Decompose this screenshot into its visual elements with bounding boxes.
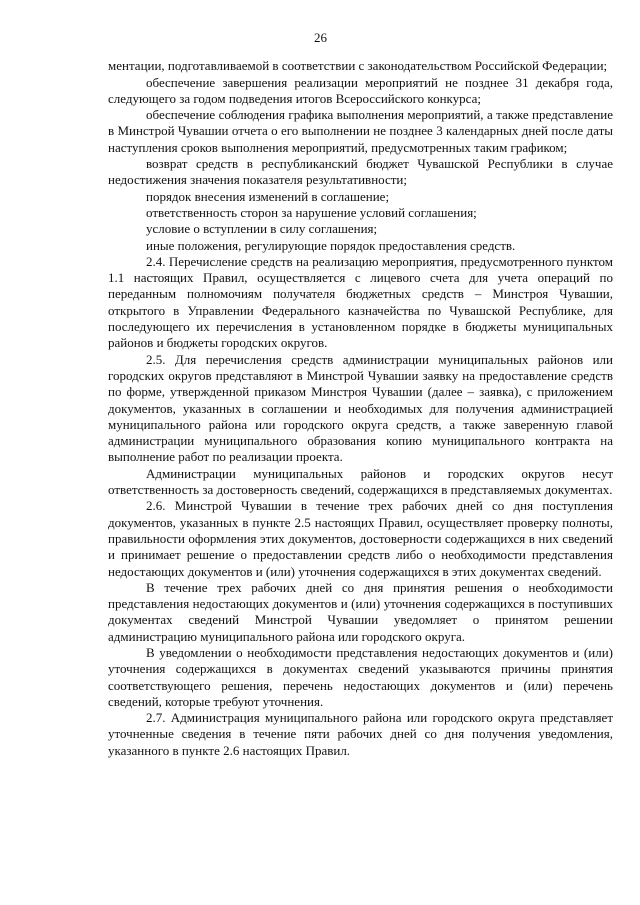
paragraph: ментации, подготавливаемой в соответствии с законодательством Российской Федерации; (108, 58, 608, 74)
paragraph: 2.5. Для перечисления средств администрации муниципальных районов или городских округов представляют в Минстрой Чувашии заявку на предоставление средств по форме, утвержденной приказом Минстроя Чувашии (далее – заявка), с приложением документов, указанных в соглашении и необходимых для получения администрацией муниципального района или городского округа средств, а также заверенную главой администрации муниципального образования копию муниципального контракта на выполнение работ по реализации проекта. (108, 351, 613, 465)
paragraph: 2.4. Перечисление средств на реализацию мероприятия, предусмотренного пунктом 1.1 настоящих Правил, осуществляется с лицевого счета для учета операций по переданным полномочиям получателя бюджетных средств – Минстроя Чувашии, открытого в Управлении Федерального казначейства по Чувашской Республике, для последующего их перечисления в установленном порядке в бюджеты муниципальных районов и бюджеты городских округов. (108, 253, 613, 351)
paragraph: обеспечение соблюдения графика выполнения мероприятий, а также представление в Минстрой Чувашии отчета о его выполнении не позднее 3 календарных дней после даты наступления сроков выполнения мероприятий, предусмотренных таким графиком; (108, 107, 613, 155)
paragraph: Администрации муниципальных районов и городских округов несут ответственность за достоверность сведений, содержащихся в представляемых документах. (108, 465, 613, 498)
paragraph: В течение трех рабочих дней со дня принятия решения о необходимости представления недостающих документов и (или) уточнения содержащихся в поступивших документах сведений Минстрой Чувашии уведомляет о принятом решении администрацию муниципального района или городского округа. (108, 579, 613, 644)
paragraph: 2.7. Администрация муниципального района или городского округа представляет уточненные сведения в течение пяти рабочих дней со дня получения уведомления, указанного в пункте 2.6 настоящих Правил. (108, 710, 613, 758)
paragraph: иные положения, регулирующие порядок предоставления средств. (146, 237, 516, 253)
paragraph: порядок внесения изменений в соглашение; (146, 188, 390, 204)
paragraph: В уведомлении о необходимости представления недостающих документов и (или) уточнения содержащихся в документах сведений указываются причины принятия соответствующего решения, перечень недостающих документов и (или) перечень сведений, которые требуют уточнения. (108, 644, 613, 709)
paragraph: условие о вступлении в силу соглашения; (146, 221, 378, 237)
paragraph: 2.6. Минстрой Чувашии в течение трех рабочих дней со дня поступления документов, указанных в пункте 2.5 настоящих Правил, осуществляет проверку полноты, правильности оформления этих документов, достоверности содержащихся в них сведений и принимает решение о предоставлении средств либо о необходимости представления недостающих документов и (или) уточнения содержащихся в этих документах сведений. (108, 498, 613, 579)
page-number: 26 (314, 30, 327, 45)
paragraph: возврат средств в республиканский бюджет Чувашской Республики в случае недостижения значения показателя результативности; (108, 156, 613, 188)
paragraph: обеспечение завершения реализации мероприятий не позднее 31 декабря года, следующего за годом подведения итогов Всероссийского конкурса; (108, 74, 613, 106)
paragraph: ответственность сторон за нарушение условий соглашения; (146, 204, 477, 220)
